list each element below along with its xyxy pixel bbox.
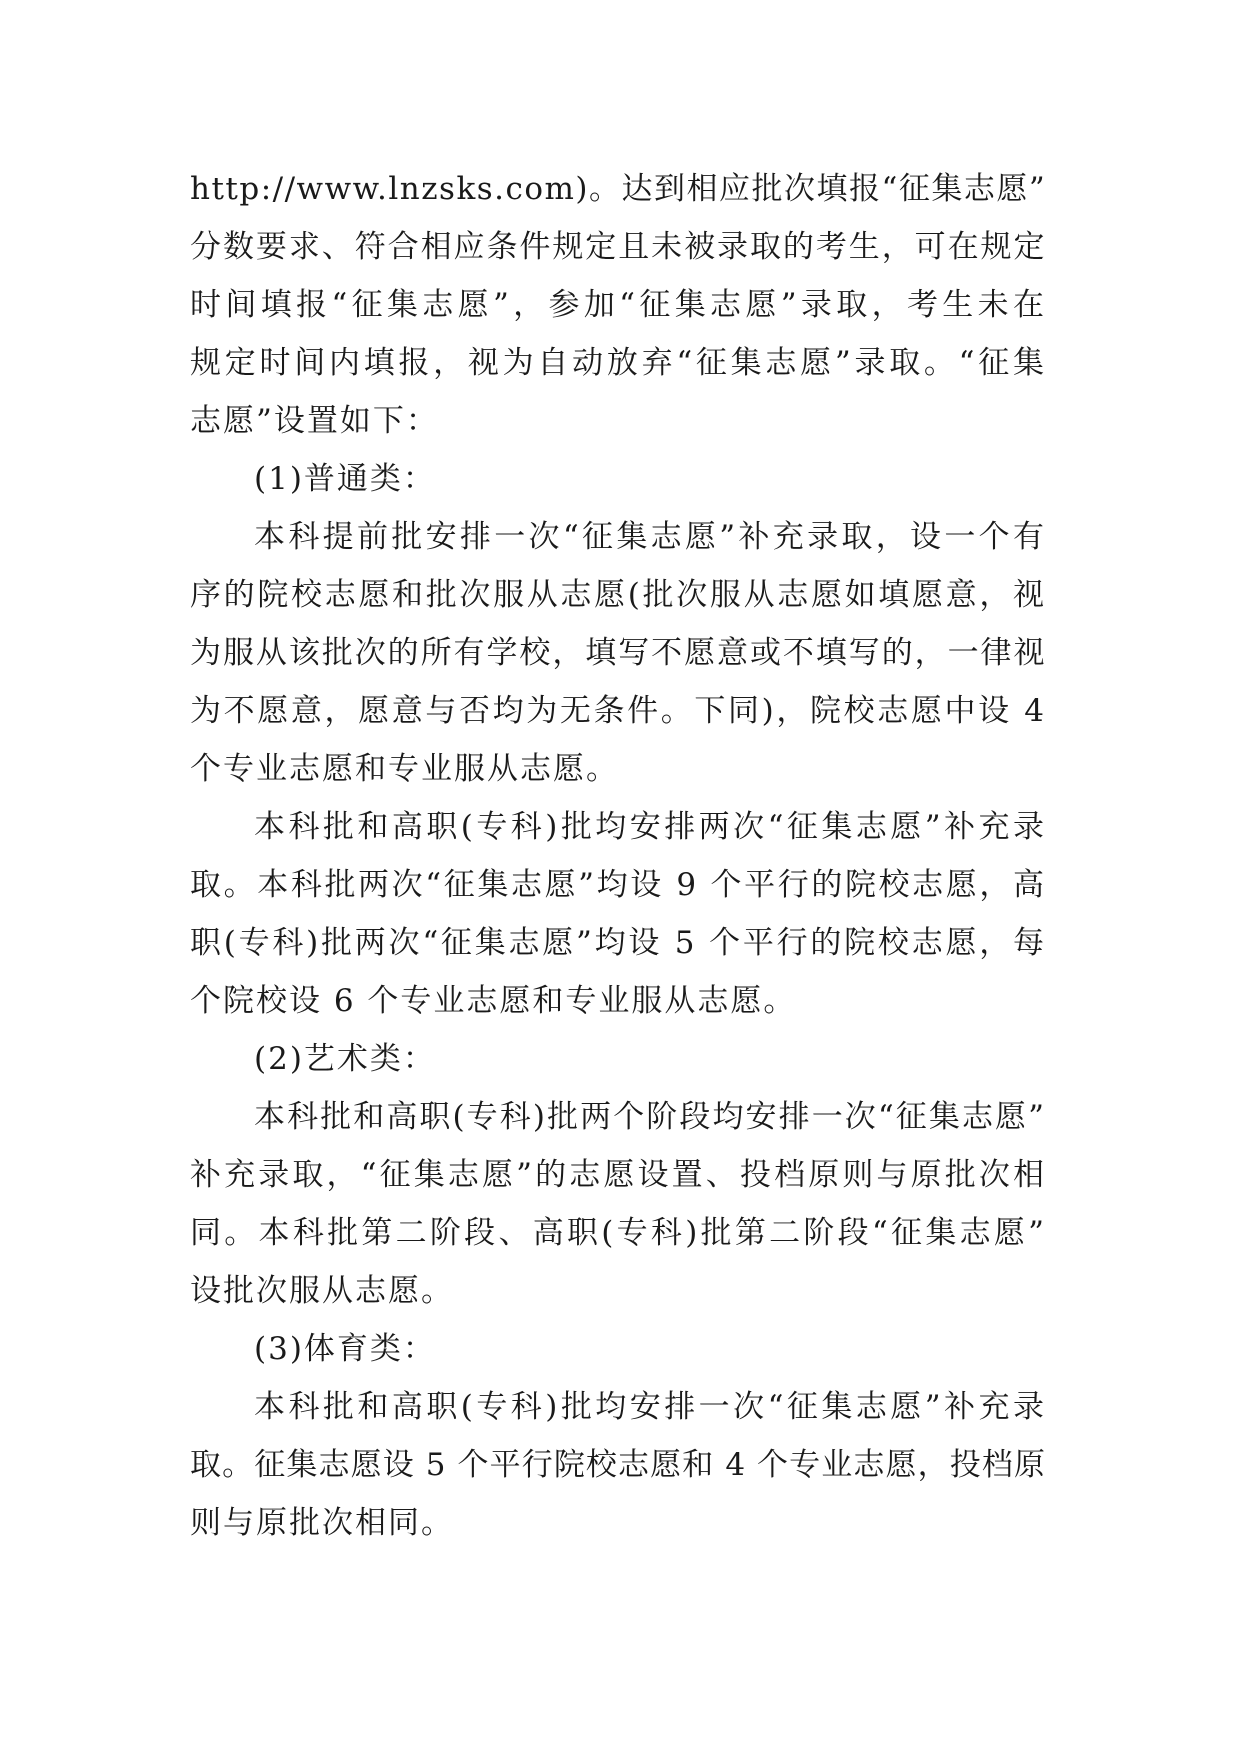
text-line: 本科批和高职(专科)批两个阶段均安排一次“征集志愿” [254, 1099, 1046, 1135]
text-line: 个专业志愿和专业服从志愿。 [190, 751, 619, 787]
text-line: 同。本科批第二阶段、高职(专科)批第二阶段“征集志愿” [190, 1215, 1046, 1251]
text-line: 志愿”设置如下： [190, 403, 439, 439]
text-line: 个院校设 6 个专业志愿和专业服从志愿。 [190, 983, 797, 1019]
text-line: 时间填报“征集志愿”，参加“征集志愿”录取，考生未在 [190, 287, 1046, 323]
text-line: 则与原批次相同。 [190, 1505, 454, 1541]
section-heading: (1)普通类： [254, 461, 436, 497]
text-line: http://www.lnzsks.com)。达到相应批次填报“征集志愿” [190, 171, 1047, 207]
text-line: 本科提前批安排一次“征集志愿”补充录取，设一个有 [254, 519, 1046, 555]
text-line: 本科批和高职(专科)批均安排两次“征集志愿”补充录 [254, 809, 1046, 845]
section-heading: (2)艺术类： [254, 1041, 436, 1077]
section-heading: (3)体育类： [254, 1331, 436, 1367]
text-line: 分数要求、符合相应条件规定且未被录取的考生，可在规定 [190, 229, 1046, 265]
text-line: 取。征集志愿设 5 个平行院校志愿和 4 个专业志愿，投档原 [190, 1447, 1046, 1483]
text-line: 为服从该批次的所有学校，填写不愿意或不填写的，一律视 [190, 635, 1046, 671]
text-line: 本科批和高职(专科)批均安排一次“征集志愿”补充录 [254, 1389, 1046, 1425]
text-line: 规定时间内填报，视为自动放弃“征集志愿”录取。“征集 [190, 345, 1046, 381]
text-line: 为不愿意，愿意与否均为无条件。下同)，院校志愿中设 4 [190, 693, 1046, 729]
text-line: 职(专科)批两次“征集志愿”均设 5 个平行的院校志愿，每 [190, 925, 1046, 961]
text-line: 设批次服从志愿。 [190, 1273, 454, 1309]
body-text [190, 160, 1046, 1552]
text-line: 序的院校志愿和批次服从志愿(批次服从志愿如填愿意，视 [190, 577, 1046, 613]
text-line: 取。本科批两次“征集志愿”均设 9 个平行的院校志愿，高 [190, 867, 1046, 903]
text-line: 补充录取，“征集志愿”的志愿设置、投档原则与原批次相 [190, 1157, 1046, 1193]
